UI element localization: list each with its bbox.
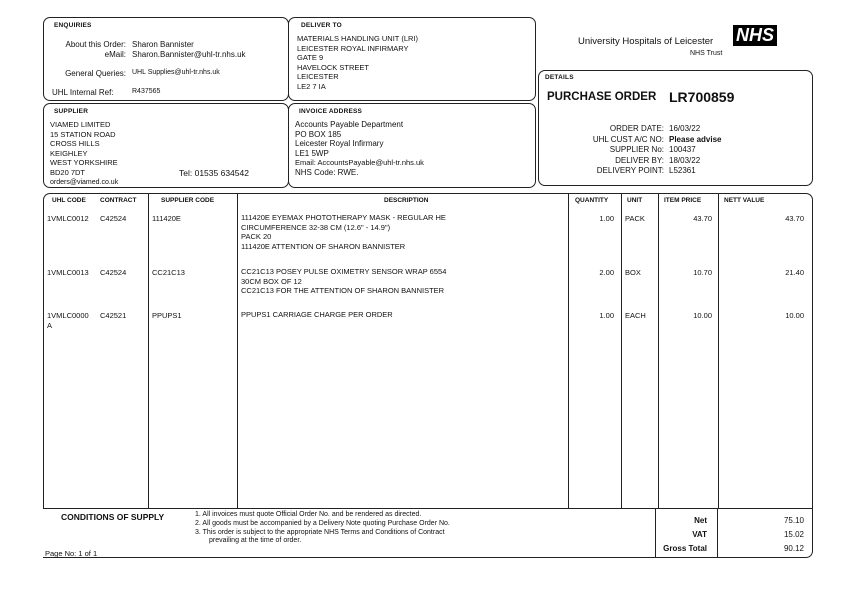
cust-ac-value: Please advise [669, 134, 722, 144]
address-line: CROSS HILLS [50, 139, 100, 149]
conditions-title: CONDITIONS OF SUPPLY [61, 512, 165, 522]
address-line: VIAMED LIMITED [50, 120, 111, 129]
details-title: DETAILS [545, 74, 574, 81]
po-label: PURCHASE ORDER [547, 91, 657, 103]
nett-value: 43.70 [785, 214, 804, 223]
supplier-no-value: 100437 [669, 145, 696, 154]
contract: C42524 [100, 268, 127, 277]
invoice-box [288, 103, 536, 188]
org-name: University Hospitals of Leicester [578, 36, 714, 47]
col-unit: UNIT [627, 197, 643, 204]
uhl-code: 1VMLC0013 [47, 268, 89, 277]
nhs-trust: NHS Trust [690, 50, 723, 57]
description-line: CC21C13 FOR THE ATTENTION OF SHARON BANNISTER [241, 286, 445, 296]
column-divider [658, 194, 659, 508]
unit: PACK [625, 214, 645, 223]
col-contract: CONTRACT [100, 197, 137, 204]
item-price: 10.00 [693, 311, 712, 320]
column-divider [568, 194, 569, 508]
col-item-price: ITEM PRICE [664, 197, 702, 204]
unit: BOX [625, 268, 641, 277]
uhl-code-suffix: A [47, 321, 53, 330]
address-line: KEIGHLEY [50, 148, 88, 158]
unit: EACH [625, 311, 646, 320]
order-date-value: 16/03/22 [669, 124, 701, 133]
address-line: BD20 7DT [50, 167, 86, 177]
deliver-by-label: DELIVER BY: [615, 155, 664, 165]
ref-value: R437565 [132, 88, 161, 95]
description-line: CC21C13 POSEY PULSE OXIMETRY SENSOR WRAP 6554 [241, 267, 447, 276]
col-uhl-code: UHL CODE [52, 197, 86, 204]
nhs-logo: NHS [733, 25, 777, 46]
deliver-to-title: DELIVER TO [301, 22, 342, 29]
address-line: Accounts Payable Department [295, 120, 404, 129]
vat-label: VAT [692, 530, 707, 539]
address-line: GATE 9 [297, 53, 324, 63]
details-fields [539, 124, 809, 177]
nett-value: 21.40 [785, 268, 804, 277]
email-value: Sharon.Bannister@uhl-tr.nhs.uk [132, 50, 246, 59]
quantity: 1.00 [599, 214, 614, 223]
address-line: PO BOX 185 [295, 129, 342, 139]
supplier-tel: Tel: 01535 634542 [179, 168, 249, 178]
address-line: HAVELOCK STREET [297, 62, 369, 72]
condition-item: 1. All invoices must quote Official Order No. and be rendered as directed. [195, 511, 422, 518]
quantity: 2.00 [599, 268, 614, 277]
address-line: Email: AccountsPayable@uhl-tr.nhs.uk [295, 158, 424, 168]
address-line: LEICESTER [297, 72, 339, 82]
supplier-address [50, 120, 118, 187]
po-number: LR700859 [669, 89, 735, 105]
deliver-by-value: 18/03/22 [669, 155, 701, 165]
supplier-box [43, 103, 289, 188]
description-line: 111420E EYEMAX PHOTOTHERAPY MASK - REGULAR HE [241, 213, 446, 222]
address-line: LE1 5WP [295, 148, 329, 158]
description-line: CIRCUMFERENCE 32-38 CM (12.6" - 14.9") [241, 222, 391, 232]
column-divider [621, 194, 622, 508]
details-box [538, 70, 813, 186]
address-line: 15 STATION ROAD [50, 129, 116, 139]
description-line: 111420E ATTENTION OF SHARON BANNISTER [241, 241, 406, 251]
description [241, 310, 393, 320]
totals-divider [717, 509, 718, 557]
quantity: 1.00 [599, 311, 614, 320]
order-lines-table [43, 193, 813, 508]
column-divider [237, 194, 238, 508]
col-supplier-code: SUPPLIER CODE [161, 197, 215, 204]
uhl-code: 1VMLC0012 [47, 214, 89, 223]
supplier-title: SUPPLIER [54, 108, 89, 115]
general-value: UHL Supplies@uhl-tr.nhs.uk [132, 69, 220, 76]
address-line: MATERIALS HANDLING UNIT (LRI) [297, 34, 418, 43]
item-price: 43.70 [693, 214, 712, 223]
ref-label: UHL Internal Ref: [52, 88, 114, 97]
net-label: Net [694, 516, 707, 525]
description-line: PACK 20 [241, 232, 272, 242]
address-line: Leicester Royal Infirmary [295, 139, 384, 149]
about-label: About this Order: [65, 40, 126, 49]
enquiries-title: ENQUIRIES [54, 22, 92, 29]
conditions-list [195, 511, 450, 546]
col-description: DESCRIPTION [384, 197, 429, 204]
contract: C42524 [100, 214, 127, 223]
contract: C42521 [100, 311, 127, 320]
address-line: LE2 7 IA [297, 81, 326, 91]
item-price: 10.70 [693, 268, 712, 277]
column-divider [718, 194, 719, 508]
net-value: 75.10 [783, 516, 804, 525]
email-label: eMail: [104, 50, 126, 59]
description [241, 267, 446, 296]
invoice-title: INVOICE ADDRESS [299, 108, 363, 115]
vat-value: 15.02 [783, 530, 804, 539]
delivery-point-value: L52361 [669, 166, 696, 175]
about-value: Sharon Bannister [132, 40, 194, 49]
supplier-code: PPUPS1 [152, 311, 182, 320]
address-line: NHS Code: RWE. [295, 167, 359, 177]
general-label: General Queries: [65, 69, 126, 78]
invoice-address [295, 120, 424, 178]
supplier-code: 111420E [152, 214, 181, 223]
deliver-to-box [288, 17, 536, 101]
condition-item: 3. This order is subject to the appropriate NHS Terms and Conditions of Contract [195, 528, 445, 536]
totals-divider [655, 509, 656, 557]
column-divider [148, 194, 149, 508]
condition-item: 2. All goods must be accompanied by a Delivery Note quoting Purchase Order No. [195, 519, 450, 527]
description-line: 30CM BOX OF 12 [241, 276, 302, 286]
enquiries-box [43, 17, 289, 101]
page-number: Page No: 1 of 1 [45, 549, 98, 558]
uhl-code: 1VMLC0000 [47, 311, 89, 320]
col-quantity: QUANTITY [575, 197, 609, 204]
address-line: WEST YORKSHIRE [50, 158, 118, 168]
gross-value: 90.12 [783, 544, 804, 553]
description-line: PPUPS1 CARRIAGE CHARGE PER ORDER [241, 310, 393, 319]
deliver-to-address [297, 34, 418, 92]
order-date-label: ORDER DATE: [609, 124, 664, 133]
delivery-point-label: DELIVERY POINT: [596, 166, 664, 175]
condition-item: prevailing at the time of order. [209, 537, 302, 545]
address-line: LEICESTER ROYAL INFIRMARY [297, 43, 409, 53]
description [241, 213, 446, 251]
supplier-no-label: SUPPLIER No: [609, 145, 664, 154]
cust-ac-label: UHL CUST A/C NO: [592, 134, 664, 144]
footer [43, 508, 813, 558]
nett-value: 10.00 [785, 311, 804, 320]
col-nett-value: NETT VALUE [724, 197, 765, 204]
supplier-email: orders@viamed.co.uk [50, 178, 119, 186]
gross-label: Gross Total [663, 544, 707, 553]
supplier-code: CC21C13 [152, 268, 185, 277]
